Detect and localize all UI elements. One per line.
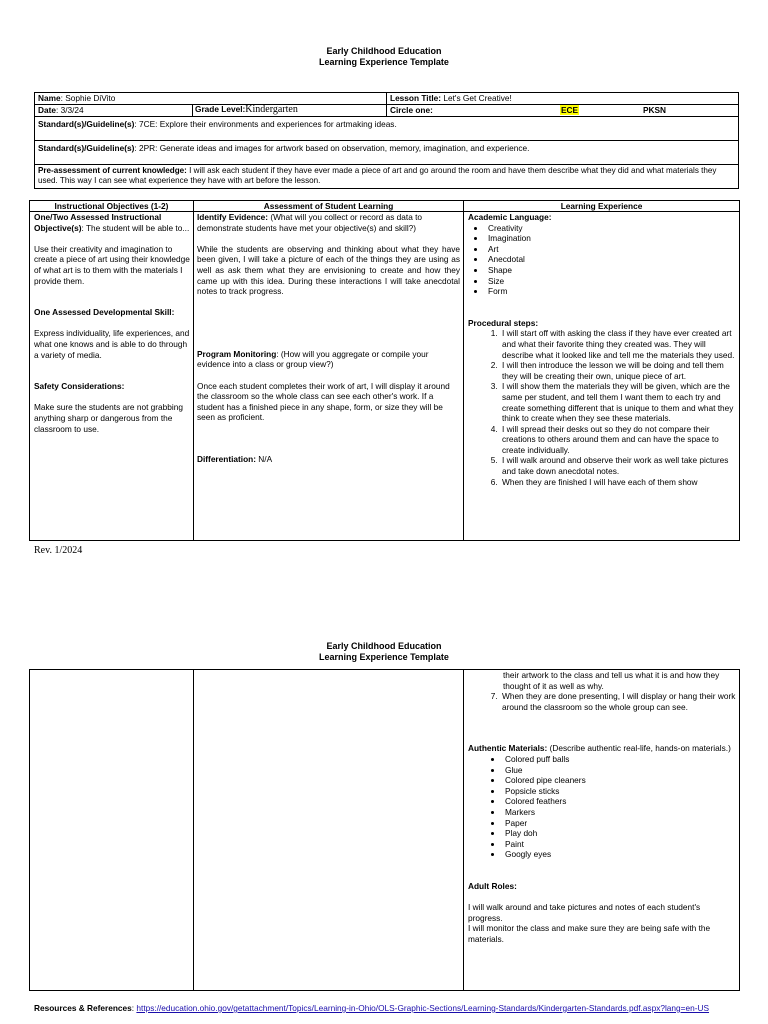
list-item: • Glue xyxy=(503,765,736,776)
objective-suffix: : The student will be able to... xyxy=(81,222,190,233)
list-item: • Creativity xyxy=(486,223,736,234)
name-field xyxy=(38,93,383,103)
evidence-text: While the students are observing and thinking about what they have been given, I will take a picture of each of the things they are using as well as ask them what they are envisioning to create and how they came up with this idea. During these interactions I will take anecdotal notes to track progress. xyxy=(197,243,460,297)
list-item: • Colored pipe cleaners xyxy=(503,775,736,786)
grade-level-label: Grade Level: xyxy=(195,104,246,114)
date-label: Date xyxy=(38,105,56,115)
materials-list xyxy=(468,754,736,860)
academic-language-label: Academic Language: xyxy=(468,212,552,222)
authentic-materials-label: Authentic Materials: xyxy=(468,743,548,754)
assessment-column xyxy=(197,212,460,538)
differentiation-value: N/A xyxy=(256,453,273,464)
list-item: 4. I will spread their desks out so they do not compare their creations to others around them and can have the space to create individually. xyxy=(500,424,736,456)
list-item: 3. I will show them the materials they will be given, which are the same per student, and tell them I want them to each try and create something different that is unique to them and what they think to create when they see these materials. xyxy=(500,381,736,423)
circle-one-field xyxy=(390,105,735,115)
safety-text: Make sure the students are not grabbing anything sharp or dangerous from the classroom to use. xyxy=(34,402,183,434)
lesson-title-value: Let's Get Creative! xyxy=(441,93,512,103)
safety-label: Safety Considerations: xyxy=(34,381,125,392)
list-item: • Colored puff balls xyxy=(503,754,736,765)
header-assessment: Assessment of Student Learning xyxy=(263,201,394,211)
program-monitoring-label: Program Monitoring xyxy=(197,348,277,359)
program-monitoring-prompt: : (How will you aggregate or compile your evidence into a class or group view?) xyxy=(197,348,429,370)
date-field xyxy=(38,105,188,115)
developmental-skill-text: Express individuality, life experiences, and what one knows and is able to do through a variety of media. xyxy=(34,328,190,360)
list-item: • Paint xyxy=(503,839,736,850)
page-2-title-line1: Early Childhood Education xyxy=(326,641,442,651)
list-item: 6. When they are finished I will have each of them show xyxy=(500,477,736,488)
adult-roles-label: Adult Roles: xyxy=(468,880,517,891)
header-objectives: Instructional Objectives (1-2) xyxy=(54,201,169,211)
lesson-title-field xyxy=(390,93,735,103)
procedural-steps-label: Procedural steps: xyxy=(468,317,539,328)
list-item: • Googly eyes xyxy=(503,849,736,860)
standard-2-field xyxy=(38,143,735,153)
lesson-title-label: Lesson Title: xyxy=(390,93,442,103)
list-item: 5. I will walk around and observe their work as well take pictures and take down anecdotal notes. xyxy=(500,455,736,476)
standard-2-value: : 2PR: Generate ideas and images for artwork based on observation, memory, imagination, and experience. xyxy=(134,143,530,153)
pre-assessment-value: I will ask each student if they have ever made a piece of art and go around the room and have them describe what they did and what materials they used. This way I can see what experience they have with art before the lesson. xyxy=(38,166,717,185)
circle-option-pksn: PKSN xyxy=(643,105,667,115)
evidence-prompt: (What will you collect or record as data to demonstrate students have met your objective(s) and skill?) xyxy=(197,212,423,233)
page-2-title-line2: Learning Experience Template xyxy=(319,652,449,662)
standard-2-label: Standard(s)/Guideline(s) xyxy=(38,143,135,153)
learning-experience-column xyxy=(468,212,736,540)
objectives-column xyxy=(34,212,191,538)
list-item: • Colored feathers xyxy=(503,796,736,807)
revision-note: Rev. 1/2024 xyxy=(34,545,83,556)
list-item: • Markers xyxy=(503,807,736,818)
resources-link[interactable]: https://education.ohio.gov/getattachment/Topics/Learning-in-Ohio/OLS-Graphic-Sections/Learning-Standards/Kindergarten-Standards.pdf.aspx?lang=en-US xyxy=(136,1003,710,1013)
list-item: • Anecdotal xyxy=(486,254,736,265)
authentic-materials-prompt: (Describe authentic real-life, hands-on materials.) xyxy=(547,743,731,754)
list-item: 2. I will then introduce the lesson we will be doing and tell them they will be creating their own, unique piece of art. xyxy=(500,360,736,381)
program-monitoring-text: Once each student completes their work of art, I will display it around the classroom so the whole class can see each other's work. If a student has a finished piece in any shape, form, or size they will be seen as proficient. xyxy=(197,380,450,423)
standard-1-label: Standard(s)/Guideline(s) xyxy=(38,119,135,129)
objective-label: One/Two Assessed Instructional Objective(s) xyxy=(34,212,162,233)
procedural-steps-list xyxy=(468,328,736,487)
adult-roles-line-1: I will walk around and take pictures and notes of each student's progress. xyxy=(468,902,701,923)
circle-option-ece: ECE xyxy=(561,105,579,115)
standard-1-value: : 7CE: Explore their environments and experiences for artmaking ideas. xyxy=(134,119,397,129)
learning-experience-continued xyxy=(468,670,736,988)
list-item: • Popsicle sticks xyxy=(503,786,736,797)
circle-one-label: Circle one: xyxy=(390,105,433,115)
grade-level-field xyxy=(195,104,385,115)
standard-1-field xyxy=(38,119,735,129)
page-title-line2: Learning Experience Template xyxy=(319,57,449,67)
resources-references xyxy=(34,1003,734,1013)
step-6-continued: their artwork to the class and tell us what it is and how they thought of it as well as why. xyxy=(503,670,720,691)
list-item: • Form xyxy=(486,286,736,297)
procedural-steps-list-continued xyxy=(468,691,736,712)
header-learning-experience: Learning Experience xyxy=(560,201,643,211)
list-item: • Imagination xyxy=(486,233,736,244)
list-item: • Play doh xyxy=(503,828,736,839)
list-item: 1. I will start off with asking the class if they have ever created art and what their favorite thing they created was. They will describe what it looked like and tell me the materials they used. xyxy=(500,328,736,360)
evidence-label: Identify Evidence: xyxy=(197,212,269,222)
name-label: Name xyxy=(38,93,61,103)
resources-label: Resources & References xyxy=(34,1003,132,1013)
pre-assessment-field xyxy=(38,166,736,186)
resources-separator: : xyxy=(131,1003,137,1013)
list-item: • Art xyxy=(486,244,736,255)
differentiation-label: Differentiation: xyxy=(197,453,256,464)
name-value: : Sophie DiVito xyxy=(60,93,116,103)
grade-level-value: Kindergarten xyxy=(245,104,298,115)
list-item: • Shape xyxy=(486,265,736,276)
list-item: • Size xyxy=(486,276,736,287)
developmental-skill-label: One Assessed Developmental Skill: xyxy=(34,307,175,318)
date-value: : 3/3/24 xyxy=(55,105,84,115)
list-item: 7. When they are done presenting, I will display or hang their work around the classroom so the whole group can see. xyxy=(500,691,736,712)
list-item: • Paper xyxy=(503,818,736,829)
adult-roles-line-2: I will monitor the class and make sure they are being safe with the materials. xyxy=(468,923,711,944)
objective-text: Use their creativity and imagination to create a piece of art using their knowledge of what art is to them with the materials I provide them. xyxy=(34,243,190,286)
pre-assessment-label: Pre-assessment of current knowledge: xyxy=(38,166,187,175)
academic-language-list xyxy=(468,223,736,297)
page-title-line1: Early Childhood Education xyxy=(326,46,442,56)
